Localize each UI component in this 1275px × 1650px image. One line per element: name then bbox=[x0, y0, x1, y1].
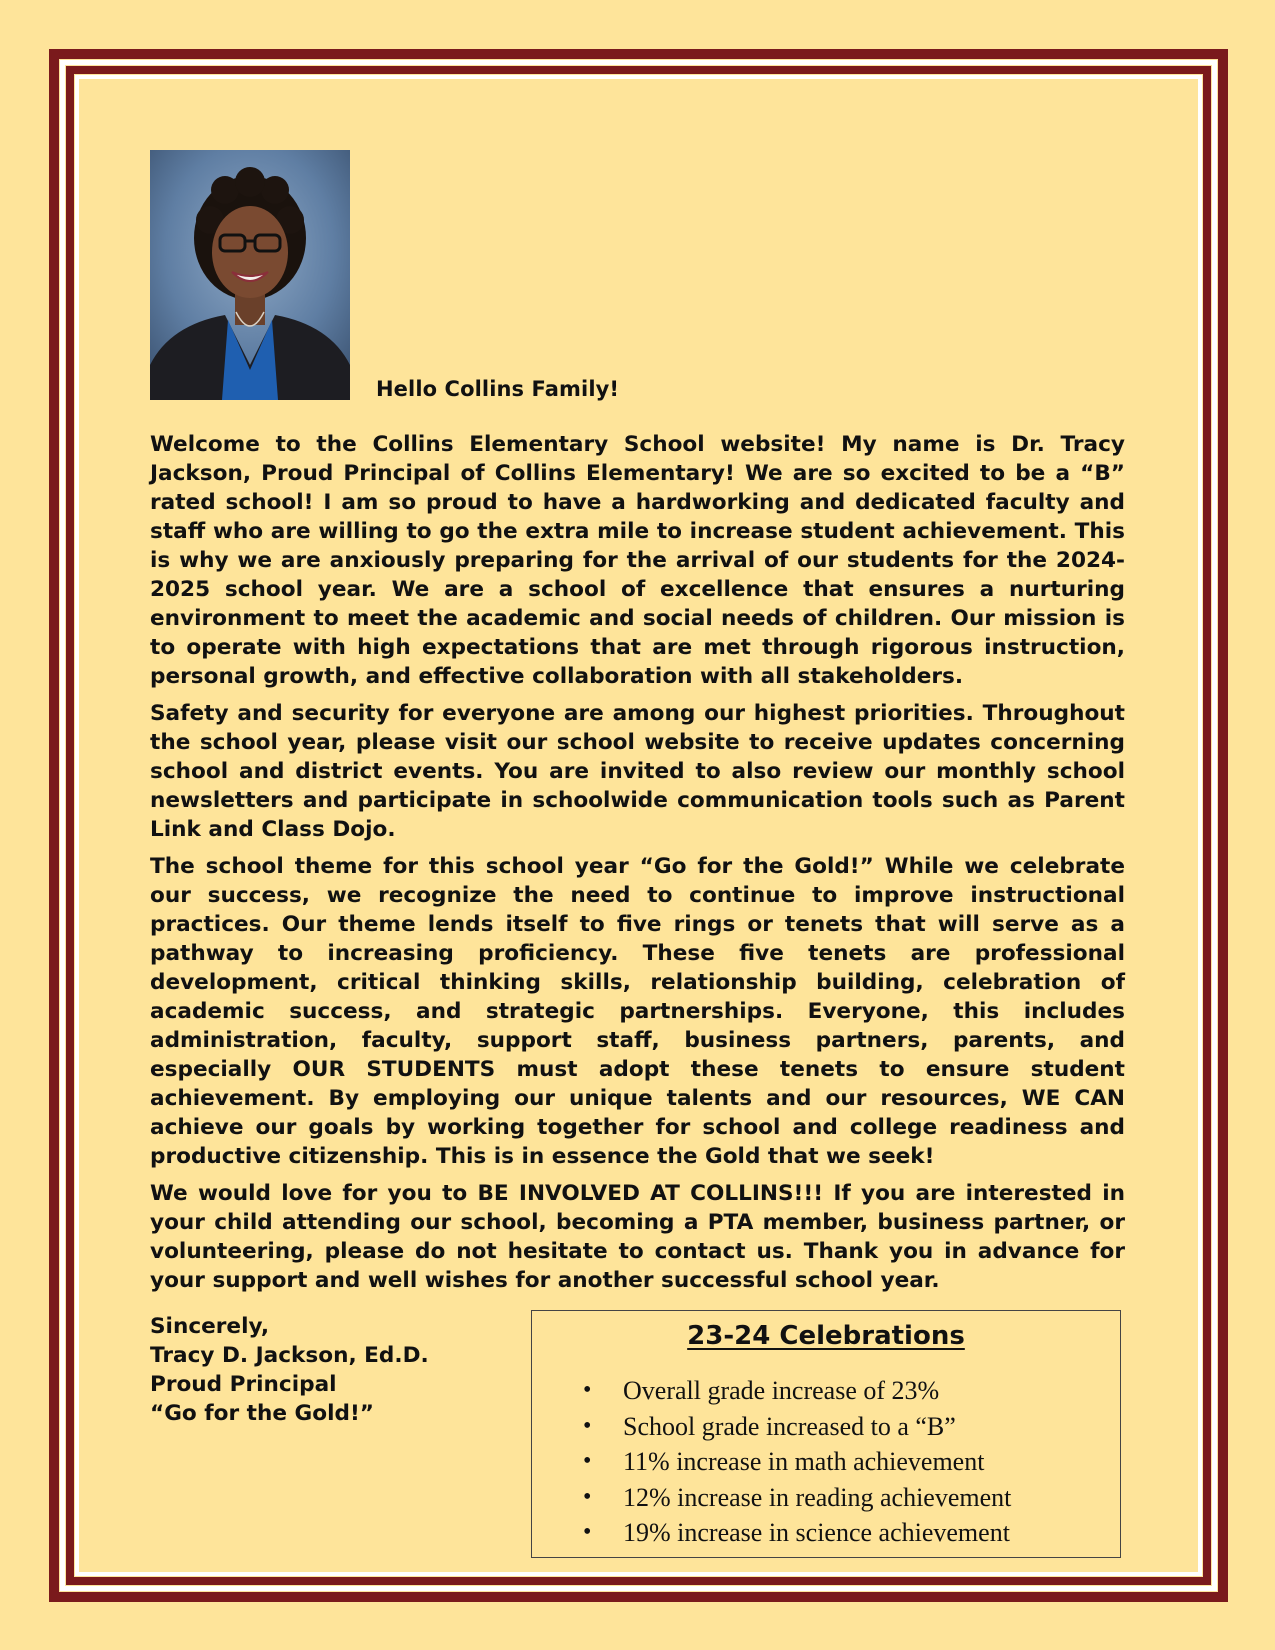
theme-intro: The school theme for this school year bbox=[150, 854, 640, 879]
bullet-icon: • bbox=[583, 1377, 592, 1403]
celebrations-list bbox=[532, 1373, 1011, 1551]
closing: Sincerely, bbox=[150, 1314, 270, 1339]
list-item bbox=[532, 1444, 1011, 1480]
celebrations-box bbox=[531, 1310, 1121, 1558]
letter-body bbox=[150, 430, 1125, 1303]
list-item-text: School grade increased to a “B” bbox=[623, 1411, 956, 1441]
list-item-text: 11% increase in math achievement bbox=[623, 1447, 985, 1476]
list-item bbox=[532, 1480, 1011, 1516]
greeting: Hello Collins Family! bbox=[376, 377, 620, 401]
bullet-icon: • bbox=[583, 1483, 592, 1510]
list-item-text: 12% increase in reading achievement bbox=[623, 1482, 1012, 1512]
list-item-text: 19% increase in science achievement bbox=[623, 1518, 1010, 1547]
bullet-icon: • bbox=[583, 1519, 592, 1545]
signer-title: Proud Principal bbox=[150, 1372, 337, 1397]
signature-block bbox=[150, 1312, 429, 1428]
motto: “Go for the Gold!” bbox=[150, 1401, 374, 1426]
paragraph-involvement: We would love for you to BE INVOLVED AT COLLINS!!! If you are interested in your child attending our school, becoming a PTA member, business partner, or volunteering, please do not hesitate to contact us. Thank you in advance for your support and well wishes for another successful school year. bbox=[150, 1181, 1125, 1293]
list-item-text: Overall grade increase of 23% bbox=[623, 1376, 940, 1405]
paragraph-safety: Safety and security for everyone are among our highest priorities. Throughout the school year, please visit our school website to receive updates concerning school and district events. You are invited to also review our monthly school newsletters and participate in schoolwide communication tools such as Parent Link and Class Dojo. bbox=[150, 701, 1125, 842]
bullet-icon: • bbox=[583, 1412, 592, 1439]
list-item bbox=[532, 1409, 1011, 1445]
theme-slogan: “Go for the Gold!” bbox=[639, 854, 874, 879]
list-item bbox=[532, 1373, 1011, 1409]
paragraph-theme bbox=[150, 852, 1125, 1171]
celebrations-title: 23-24 Celebrations bbox=[687, 1321, 965, 1351]
principal-photo bbox=[150, 150, 350, 400]
list-item bbox=[532, 1515, 1011, 1551]
theme-details: While we celebrate our success, we recognize the need to continue to improve instructional practices. Our theme lends itself to five rings or tenets that will serve as a pathway to increasing proficiency. These five tenets are professional development, critical thinking skills, relationship building, celebration of academic success, and strategic partnerships. Everyone, this includes administration, faculty, support staff, business partners, parents, and especially OUR STUDENTS must adopt these tenets to ensure student achievement. By employing our unique talents and our resources, WE CAN achieve our goals by working together for school and college readiness and productive citizenship. This is in essence the Gold that we seek! bbox=[150, 854, 1125, 1169]
signer-name: Tracy D. Jackson, Ed.D. bbox=[150, 1343, 429, 1368]
paragraph-welcome: Welcome to the Collins Elementary School website! My name is Dr. Tracy Jackson, Proud Principal of Collins Elementary! We are so excited to be a “B” rated school! I am so proud to have a hardworking and dedicated faculty and staff who are willing to go the extra mile to increase student achievement. This is why we are anxiously preparing for the arrival of our students for the 2024-2025 school year. We are a school of excellence that ensures a nurturing environment to meet the academic and social needs of children. Our mission is to operate with high expectations that are met through rigorous instruction, personal growth, and effective collaboration with all stakeholders. bbox=[150, 432, 1125, 689]
bullet-icon: • bbox=[583, 1448, 592, 1474]
